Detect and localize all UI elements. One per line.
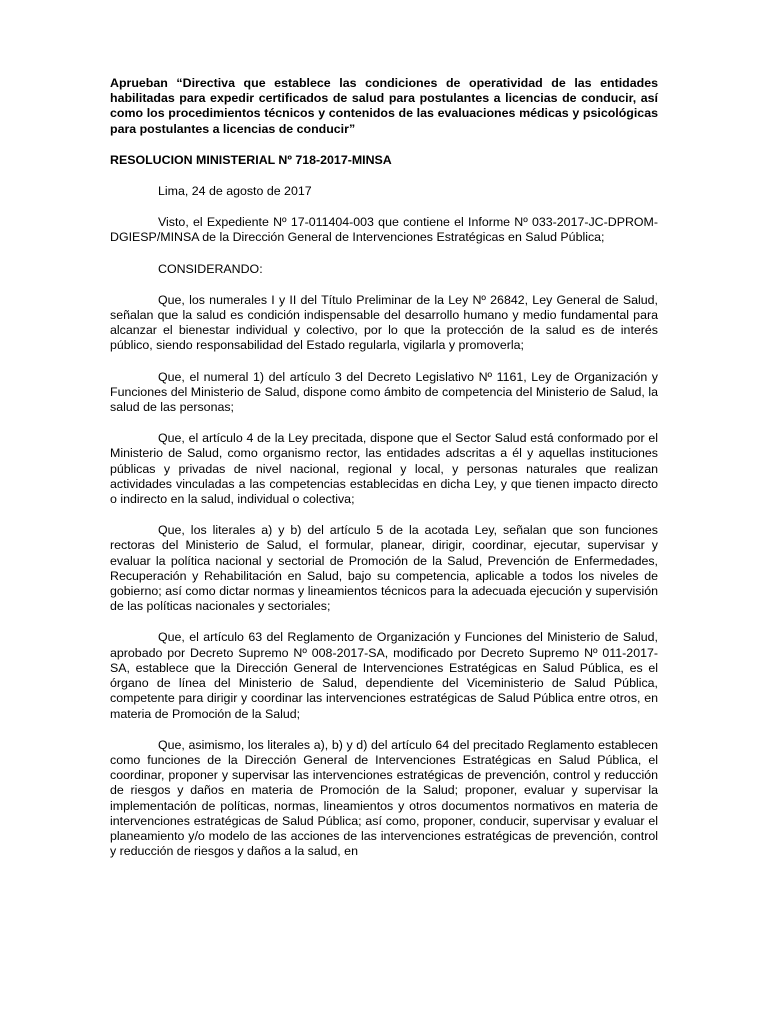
paragraph: Que, el artículo 4 de la Ley precitada, dispone que el Sector Salud está conformado por el Ministerio de Salud, como organismo rector, las entidades adscritas a él y aquellas instituciones públicas y privadas de nivel nacional, regional y local, y personas naturales que realizan actividades vinculadas a las competencias establecidas en dicha Ley, y que tienen impacto directo o indirecto en la salud, individual o colectiva; (110, 431, 658, 507)
resolution-number: RESOLUCION MINISTERIAL Nº 718-2017-MINSA (110, 152, 392, 167)
document-page (110, 76, 658, 859)
visto-paragraph: Visto, el Expediente Nº 17-011404-003 que contiene el Informe Nº 033-2017-JC-DPROM-DGIESP/MINSA de la Dirección General de Intervenciones Estratégicas en Salud Pública; (110, 215, 658, 245)
paragraph: Que, asimismo, los literales a), b) y d) del artículo 64 del precitado Reglamento establecen como funciones de la Dirección General de Intervenciones Estratégicas en Salud Pública, el coordinar, proponer y supervisar las intervenciones estratégicas de prevención, control y reducción de riesgos y daños en materia de Promoción de la Salud; proponer, evaluar y supervisar la implementación de políticas, normas, lineamientos y otros documentos normativos en materia de intervenciones estratégicas de Salud Pública; así como, proponer, conducir, supervisar y evaluar el planeamiento y/o modelo de las acciones de las intervenciones estratégicas de prevención, control y reducción de riesgos y daños a la salud, en (110, 737, 658, 859)
date-line: Lima, 24 de agosto de 2017 (158, 184, 312, 199)
paragraph: Que, el numeral 1) del artículo 3 del Decreto Legislativo Nº 1161, Ley de Organización y Funciones del Ministerio de Salud, dispone como ámbito de competencia del Ministerio de Salud, la salud de las personas; (110, 369, 658, 415)
paragraph: Que, el artículo 63 del Reglamento de Organización y Funciones del Ministerio de Salud, aprobado por Decreto Supremo Nº 008-2017-SA, modificado por Decreto Supremo Nº 011-2017-SA, establece que la Dirección General de Intervenciones Estratégicas en Salud Pública, es el órgano de línea del Ministerio de Salud, dependiente del Viceministerio de Salud Pública, competente para dirigir y coordinar las intervenciones estratégicas de Salud Pública entre otros, en materia de Promoción de la Salud; (110, 630, 658, 721)
paragraph: Que, los numerales I y II del Título Preliminar de la Ley Nº 26842, Ley General de Salud, señalan que la salud es condición indispensable del desarrollo humano y medio fundamental para alcanzar el bienestar individual y colectivo, por lo que la protección de la salud es de interés público, siendo responsabilidad del Estado regularla, vigilarla y promoverla; (110, 292, 658, 353)
considerando-heading: CONSIDERANDO: (158, 261, 263, 276)
document-title: Aprueban “Directiva que establece las condiciones de operatividad de las entidades habilitadas para expedir certificados de salud para postulantes a licencias de conducir, así como los procedimientos técnicos y contenidos de las evaluaciones médicas y psicológicas para postulantes a licencias de conducir” (110, 76, 658, 136)
paragraph: Que, los literales a) y b) del artículo 5 de la acotada Ley, señalan que son funciones rectoras del Ministerio de Salud, el formular, planear, dirigir, coordinar, ejecutar, supervisar y evaluar la política nacional y sectorial de Promoción de la Salud, Prevención de Enfermedades, Recuperación y Rehabilitación en Salud, bajo su competencia, aplicable a todos los niveles de gobierno; así como dictar normas y lineamientos técnicos para la adecuada ejecución y supervisión de las políticas nacionales y sectoriales; (110, 523, 658, 614)
